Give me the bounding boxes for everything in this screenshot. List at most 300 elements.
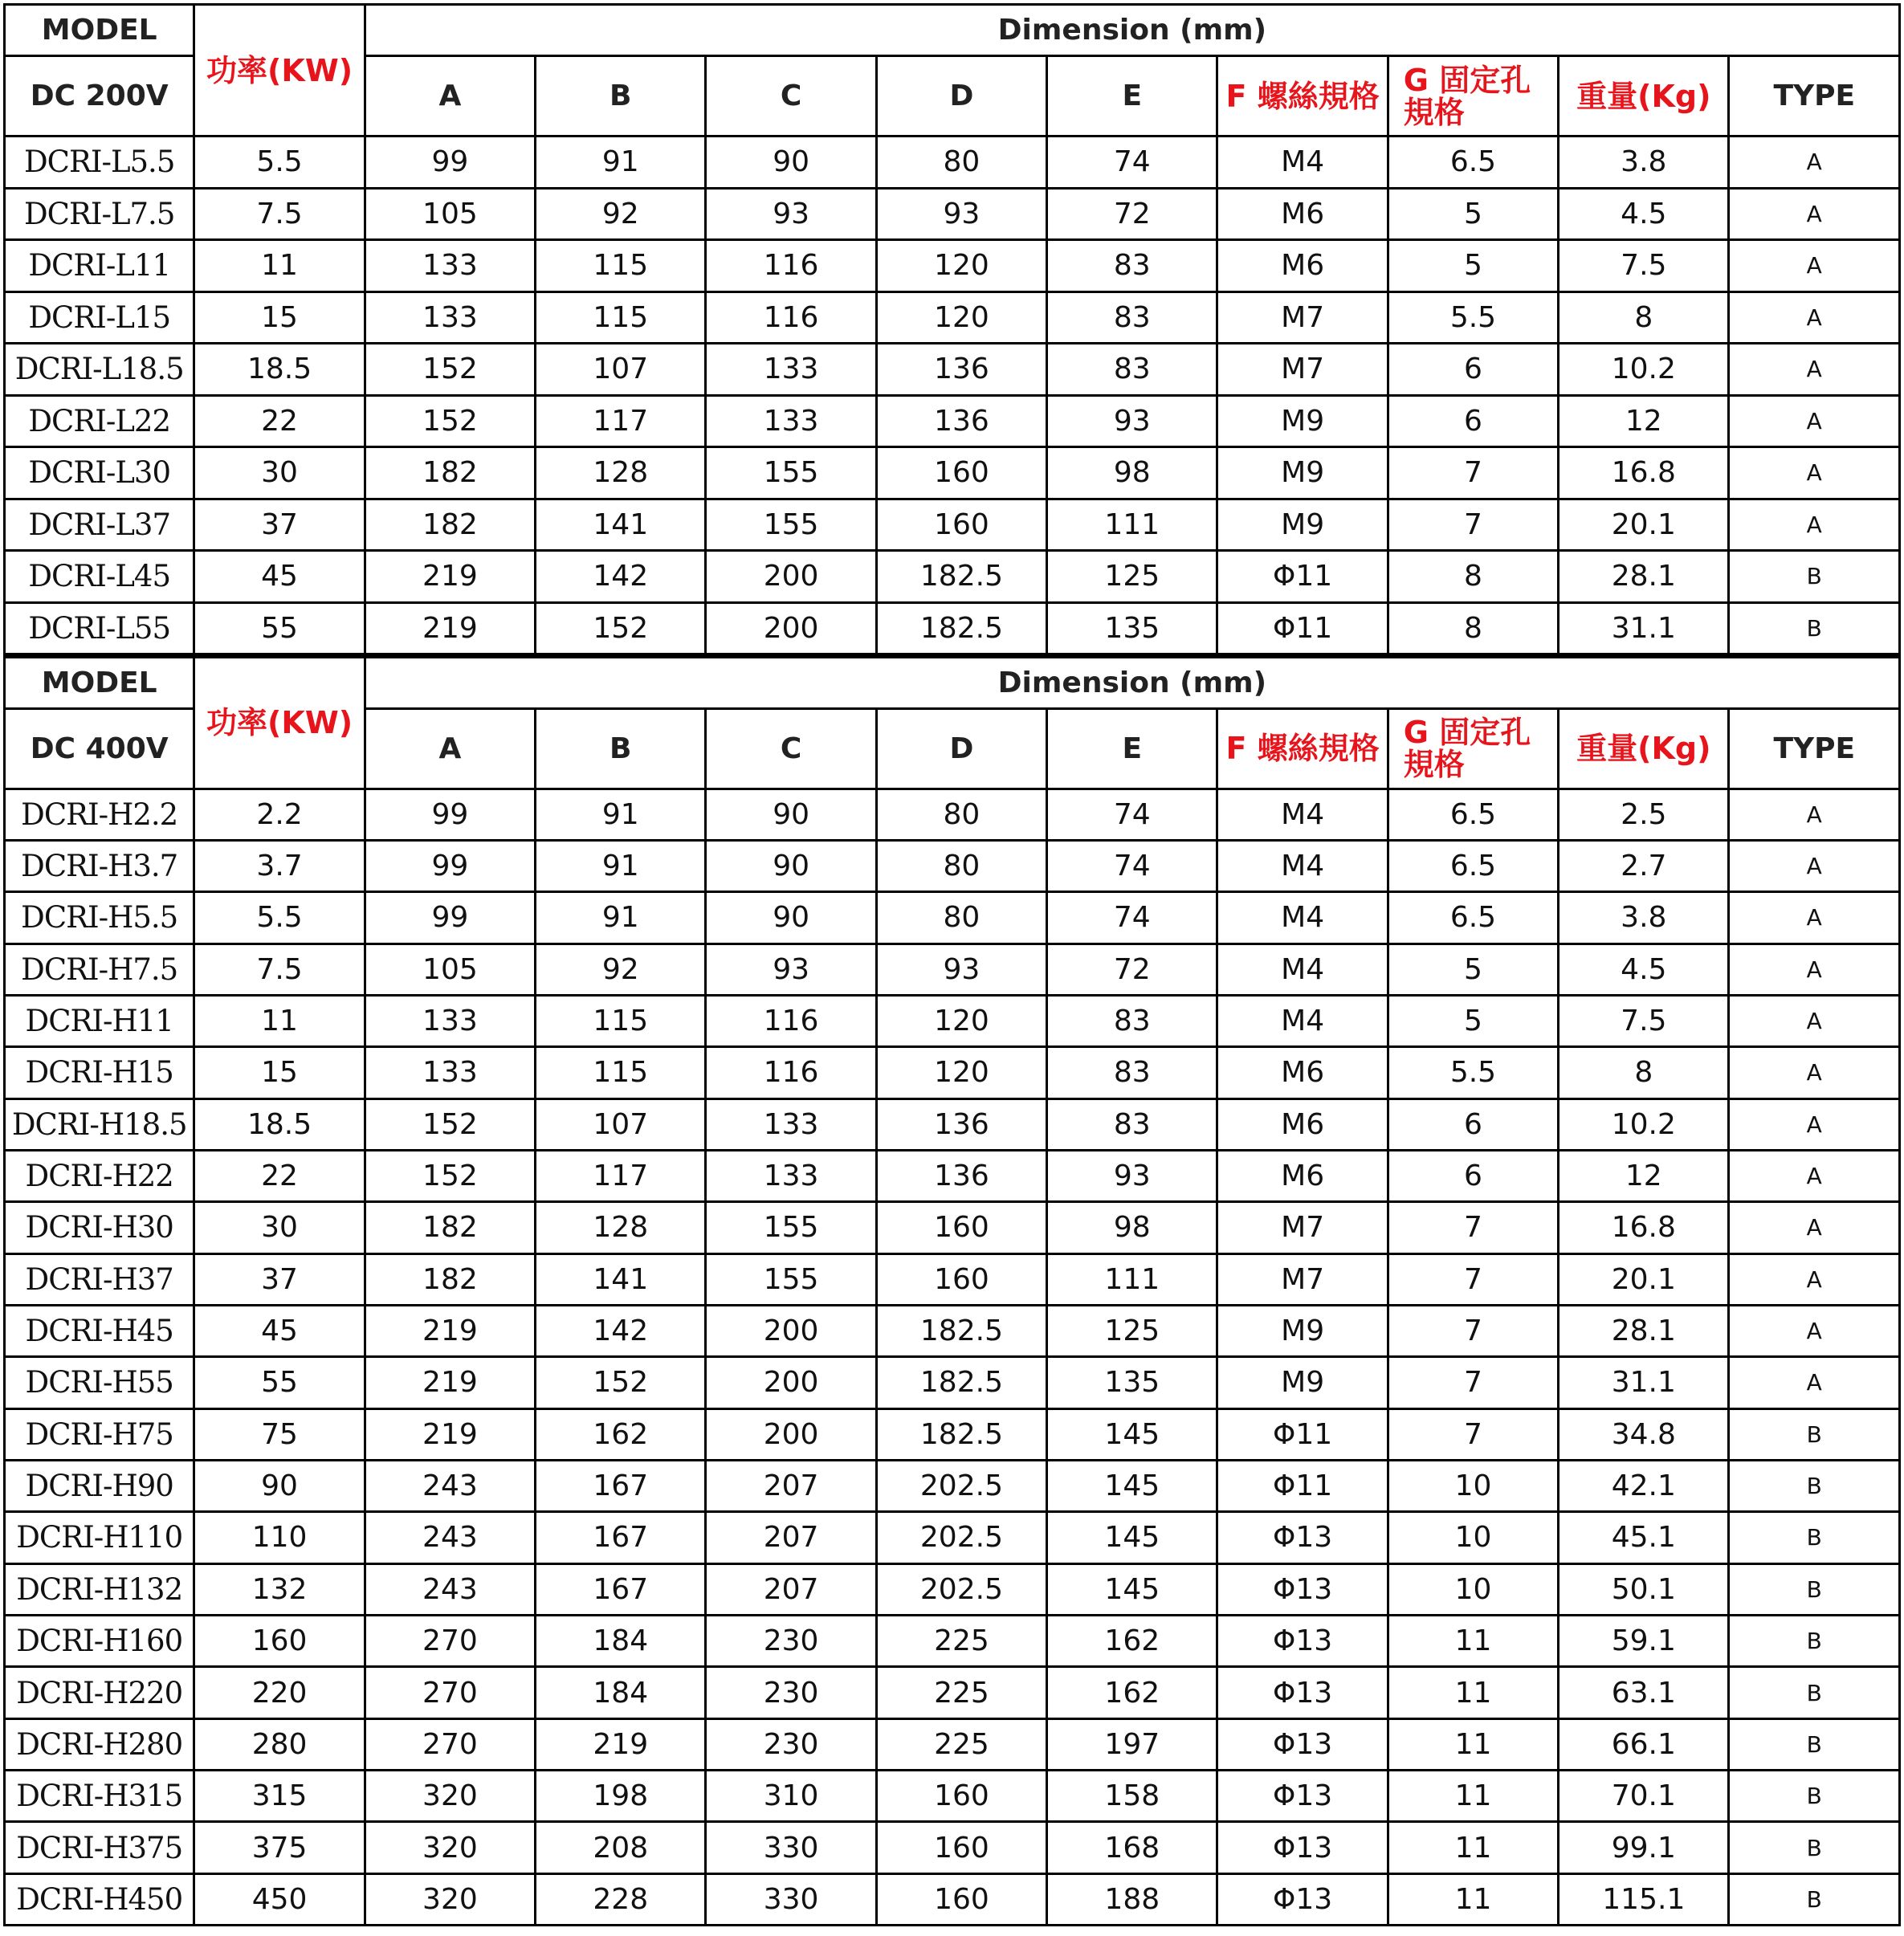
dim-c-cell: 90 [706,892,876,944]
dim-c-cell: 90 [706,789,876,840]
dim-e-cell: 83 [1047,995,1217,1046]
model-cell: DCRI-L7.5 [5,188,194,240]
model-cell: DCRI-H11 [5,995,194,1046]
dim-a-cell: 133 [365,1047,535,1098]
type-cell: A [1729,840,1900,891]
dim-b-cell: 128 [536,1202,706,1253]
dim-d-cell: 225 [876,1667,1046,1718]
dim-b-cell: 219 [536,1718,706,1770]
dim-e-cell: 188 [1047,1873,1217,1925]
hole-spec-cell: 10 [1388,1563,1558,1615]
power-cell: 11 [194,240,365,292]
screw-spec-cell: Φ13 [1217,1771,1388,1822]
hole-spec-cell: 5.5 [1388,291,1558,344]
col-header-c: C [706,56,876,137]
model-cell: DCRI-H45 [5,1305,194,1356]
table-row [5,447,1900,499]
dim-a-cell: 270 [365,1667,535,1718]
dim-e-cell: 162 [1047,1667,1217,1718]
model-cell: DCRI-H450 [5,1873,194,1925]
table-row [5,840,1900,891]
dim-b-cell: 128 [536,447,706,499]
dim-a-cell: 270 [365,1616,535,1667]
dim-d-cell: 120 [876,291,1046,344]
screw-spec-cell: M6 [1217,240,1388,292]
model-cell: DCRI-L45 [5,551,194,603]
dim-d-cell: 182.5 [876,1305,1046,1356]
dim-a-cell: 320 [365,1873,535,1925]
dim-c-cell: 116 [706,240,876,292]
model-cell: DCRI-H18.5 [5,1098,194,1150]
dim-b-cell: 107 [536,344,706,396]
type-cell: B [1729,1718,1900,1770]
dim-a-cell: 99 [365,789,535,840]
dim-e-cell: 197 [1047,1718,1217,1770]
dim-c-cell: 230 [706,1667,876,1718]
model-cell: DCRI-H37 [5,1253,194,1305]
screw-spec-cell: M9 [1217,1305,1388,1356]
weight-cell: 12 [1559,1150,1729,1201]
table-row [5,1822,1900,1873]
dim-c-cell: 310 [706,1771,876,1822]
dim-c-cell: 330 [706,1873,876,1925]
dim-b-cell: 91 [536,840,706,891]
dim-d-cell: 202.5 [876,1512,1046,1563]
dim-a-cell: 320 [365,1771,535,1822]
power-cell: 2.2 [194,789,365,840]
dim-e-cell: 145 [1047,1408,1217,1460]
dim-b-cell: 92 [536,944,706,995]
weight-cell: 99.1 [1559,1822,1729,1873]
dim-e-cell: 158 [1047,1771,1217,1822]
dim-e-cell: 145 [1047,1563,1217,1615]
table-row [5,240,1900,292]
dim-b-cell: 208 [536,1822,706,1873]
weight-cell: 115.1 [1559,1873,1729,1925]
weight-cell: 42.1 [1559,1460,1729,1511]
screw-spec-cell: M7 [1217,344,1388,396]
dim-e-cell: 135 [1047,602,1217,654]
dim-e-cell: 74 [1047,789,1217,840]
hole-spec-cell: 7 [1388,1253,1558,1305]
dim-d-cell: 120 [876,995,1046,1046]
model-cell: DCRI-H30 [5,1202,194,1253]
col-header-d: D [876,56,1046,137]
dim-e-cell: 74 [1047,137,1217,189]
type-cell: A [1729,137,1900,189]
col-header-g-mounting-hole-spec: G 固定孔規格 [1388,56,1558,137]
power-cell: 132 [194,1563,365,1615]
screw-spec-cell: M9 [1217,499,1388,551]
dim-d-cell: 225 [876,1718,1046,1770]
model-cell: DCRI-H220 [5,1667,194,1718]
type-cell: A [1729,995,1900,1046]
dc400v-body [5,789,1900,1926]
table-row [5,1357,1900,1408]
table-row [5,291,1900,344]
weight-cell: 28.1 [1559,1305,1729,1356]
table-row [5,1047,1900,1098]
dim-e-cell: 83 [1047,1098,1217,1150]
dimension-header: Dimension (mm) [365,5,1899,56]
dim-b-cell: 115 [536,1047,706,1098]
dim-b-cell: 91 [536,789,706,840]
type-cell: B [1729,1563,1900,1615]
dim-d-cell: 160 [876,1771,1046,1822]
dim-b-cell: 228 [536,1873,706,1925]
power-cell: 18.5 [194,1098,365,1150]
dim-e-cell: 145 [1047,1460,1217,1511]
voltage-header: DC 400V [5,708,194,789]
dim-d-cell: 160 [876,1873,1046,1925]
table-row [5,1408,1900,1460]
hole-spec-cell: 11 [1388,1771,1558,1822]
dim-e-cell: 72 [1047,188,1217,240]
dim-c-cell: 200 [706,602,876,654]
type-cell: B [1729,1873,1900,1925]
power-cell: 3.7 [194,840,365,891]
model-cell: DCRI-L15 [5,291,194,344]
type-cell: B [1729,1408,1900,1460]
dim-e-cell: 74 [1047,840,1217,891]
dim-a-cell: 243 [365,1460,535,1511]
table-row [5,1202,1900,1253]
table-row [5,1253,1900,1305]
screw-spec-cell: M9 [1217,395,1388,447]
screw-spec-cell: Φ11 [1217,602,1388,654]
dim-b-cell: 117 [536,395,706,447]
table-row [5,1667,1900,1718]
weight-cell: 66.1 [1559,1718,1729,1770]
dim-b-cell: 117 [536,1150,706,1201]
type-cell: A [1729,1047,1900,1098]
power-header: 功率(KW) [194,5,365,137]
model-cell: DCRI-H2.2 [5,789,194,840]
dim-a-cell: 182 [365,1253,535,1305]
table-row [5,1771,1900,1822]
dim-b-cell: 107 [536,1098,706,1150]
power-cell: 5.5 [194,137,365,189]
col-header-a: A [365,708,535,789]
type-cell: A [1729,1357,1900,1408]
dim-c-cell: 155 [706,499,876,551]
hole-spec-cell: 10 [1388,1512,1558,1563]
dim-b-cell: 115 [536,240,706,292]
col-header-g-mounting-hole-spec: G 固定孔規格 [1388,708,1558,789]
weight-cell: 31.1 [1559,1357,1729,1408]
dim-a-cell: 133 [365,240,535,292]
hole-spec-cell: 5 [1388,944,1558,995]
screw-spec-cell: M7 [1217,291,1388,344]
type-cell: A [1729,188,1900,240]
dim-c-cell: 133 [706,395,876,447]
screw-spec-cell: Φ13 [1217,1873,1388,1925]
dim-d-cell: 80 [876,789,1046,840]
dim-d-cell: 202.5 [876,1460,1046,1511]
dim-a-cell: 219 [365,1305,535,1356]
dim-d-cell: 80 [876,892,1046,944]
dim-b-cell: 115 [536,291,706,344]
table-row [5,1305,1900,1356]
model-cell: DCRI-L22 [5,395,194,447]
dim-a-cell: 133 [365,995,535,1046]
dim-c-cell: 116 [706,1047,876,1098]
type-cell: A [1729,944,1900,995]
screw-spec-cell: M7 [1217,1253,1388,1305]
col-header-e: E [1047,708,1217,789]
dim-d-cell: 160 [876,499,1046,551]
dim-b-cell: 152 [536,1357,706,1408]
power-cell: 55 [194,602,365,654]
weight-cell: 34.8 [1559,1408,1729,1460]
hole-spec-cell: 5.5 [1388,1047,1558,1098]
power-header: 功率(KW) [194,657,365,789]
hole-spec-cell: 6.5 [1388,789,1558,840]
type-cell: B [1729,602,1900,654]
power-cell: 7.5 [194,188,365,240]
table-row [5,892,1900,944]
hole-spec-cell: 6.5 [1388,137,1558,189]
dim-d-cell: 120 [876,1047,1046,1098]
dim-d-cell: 160 [876,1202,1046,1253]
col-header-e: E [1047,56,1217,137]
dim-d-cell: 80 [876,840,1046,891]
dim-b-cell: 184 [536,1667,706,1718]
weight-cell: 28.1 [1559,551,1729,603]
screw-spec-cell: Φ13 [1217,1512,1388,1563]
table-row [5,1512,1900,1563]
dim-e-cell: 98 [1047,1202,1217,1253]
dim-c-cell: 200 [706,551,876,603]
dim-b-cell: 167 [536,1512,706,1563]
spec-sheet [3,3,1901,1926]
col-header-d: D [876,708,1046,789]
dim-a-cell: 243 [365,1563,535,1615]
type-cell: A [1729,1305,1900,1356]
dim-b-cell: 91 [536,892,706,944]
model-cell: DCRI-H22 [5,1150,194,1201]
dim-e-cell: 83 [1047,344,1217,396]
screw-spec-cell: M4 [1217,995,1388,1046]
weight-cell: 70.1 [1559,1771,1729,1822]
hole-spec-cell: 7 [1388,1408,1558,1460]
dim-a-cell: 152 [365,1098,535,1150]
weight-cell: 12 [1559,395,1729,447]
dim-d-cell: 93 [876,944,1046,995]
model-header: MODEL [5,657,194,708]
table-row [5,1460,1900,1511]
hole-spec-cell: 11 [1388,1616,1558,1667]
dim-e-cell: 125 [1047,551,1217,603]
col-header-type: TYPE [1729,708,1900,789]
dim-a-cell: 219 [365,551,535,603]
hole-spec-cell: 7 [1388,499,1558,551]
power-cell: 5.5 [194,892,365,944]
type-cell: A [1729,1202,1900,1253]
model-cell: DCRI-H15 [5,1047,194,1098]
screw-spec-cell: Φ13 [1217,1563,1388,1615]
dim-c-cell: 133 [706,344,876,396]
dim-b-cell: 167 [536,1563,706,1615]
hole-spec-cell: 6 [1388,1150,1558,1201]
weight-cell: 2.5 [1559,789,1729,840]
dim-e-cell: 93 [1047,1150,1217,1201]
dim-d-cell: 136 [876,395,1046,447]
dim-d-cell: 160 [876,1822,1046,1873]
type-cell: A [1729,1150,1900,1201]
col-header-b: B [536,708,706,789]
hole-spec-cell: 11 [1388,1667,1558,1718]
col-header-weight: 重量(Kg) [1559,708,1729,789]
model-cell: DCRI-H3.7 [5,840,194,891]
type-cell: B [1729,551,1900,603]
type-cell: B [1729,1771,1900,1822]
screw-spec-cell: Φ13 [1217,1718,1388,1770]
screw-spec-cell: M6 [1217,1098,1388,1150]
dim-c-cell: 230 [706,1718,876,1770]
dim-c-cell: 93 [706,944,876,995]
dim-b-cell: 184 [536,1616,706,1667]
model-cell: DCRI-L11 [5,240,194,292]
dim-d-cell: 136 [876,344,1046,396]
power-cell: 22 [194,1150,365,1201]
screw-spec-cell: Φ13 [1217,1616,1388,1667]
weight-cell: 16.8 [1559,447,1729,499]
dim-b-cell: 92 [536,188,706,240]
col-header-f-screw-spec: F 螺絲規格 [1217,708,1388,789]
dim-a-cell: 182 [365,499,535,551]
hole-spec-cell: 8 [1388,551,1558,603]
weight-cell: 20.1 [1559,499,1729,551]
col-header-f-screw-spec: F 螺絲規格 [1217,56,1388,137]
dim-a-cell: 152 [365,1150,535,1201]
type-cell: A [1729,344,1900,396]
weight-cell: 63.1 [1559,1667,1729,1718]
screw-spec-cell: M4 [1217,944,1388,995]
dim-d-cell: 93 [876,188,1046,240]
screw-spec-cell: M9 [1217,1357,1388,1408]
dim-c-cell: 90 [706,840,876,891]
dim-b-cell: 142 [536,551,706,603]
type-cell: A [1729,1098,1900,1150]
screw-spec-cell: M4 [1217,840,1388,891]
dim-c-cell: 330 [706,1822,876,1873]
dim-a-cell: 99 [365,840,535,891]
dim-d-cell: 136 [876,1150,1046,1201]
dc200v-table [3,3,1901,655]
dim-c-cell: 200 [706,1408,876,1460]
col-header-type: TYPE [1729,56,1900,137]
dim-b-cell: 141 [536,499,706,551]
table-row [5,188,1900,240]
power-cell: 315 [194,1771,365,1822]
dim-a-cell: 320 [365,1822,535,1873]
power-cell: 30 [194,447,365,499]
col-header-b: B [536,56,706,137]
hole-spec-cell: 5 [1388,188,1558,240]
type-cell: A [1729,892,1900,944]
dim-e-cell: 162 [1047,1616,1217,1667]
weight-cell: 45.1 [1559,1512,1729,1563]
screw-spec-cell: M4 [1217,137,1388,189]
weight-cell: 59.1 [1559,1616,1729,1667]
dim-a-cell: 182 [365,447,535,499]
power-cell: 22 [194,395,365,447]
model-cell: DCRI-H5.5 [5,892,194,944]
hole-spec-cell: 11 [1388,1822,1558,1873]
dim-a-cell: 99 [365,892,535,944]
screw-spec-cell: M6 [1217,188,1388,240]
screw-spec-cell: Φ13 [1217,1822,1388,1873]
weight-cell: 3.8 [1559,137,1729,189]
table-row [5,995,1900,1046]
dim-b-cell: 152 [536,602,706,654]
dim-d-cell: 160 [876,447,1046,499]
dim-d-cell: 182.5 [876,1357,1046,1408]
screw-spec-cell: Φ13 [1217,1667,1388,1718]
type-cell: B [1729,1822,1900,1873]
model-cell: DCRI-H75 [5,1408,194,1460]
model-cell: DCRI-L5.5 [5,137,194,189]
dim-b-cell: 91 [536,137,706,189]
table-row [5,344,1900,396]
dim-d-cell: 182.5 [876,1408,1046,1460]
power-cell: 280 [194,1718,365,1770]
hole-spec-cell: 11 [1388,1873,1558,1925]
dim-b-cell: 198 [536,1771,706,1822]
dim-e-cell: 93 [1047,395,1217,447]
dim-a-cell: 270 [365,1718,535,1770]
model-cell: DCRI-H90 [5,1460,194,1511]
hole-spec-cell: 5 [1388,240,1558,292]
model-cell: DCRI-H110 [5,1512,194,1563]
model-cell: DCRI-L30 [5,447,194,499]
hole-spec-cell: 6 [1388,344,1558,396]
weight-cell: 3.8 [1559,892,1729,944]
col-header-c: C [706,708,876,789]
screw-spec-cell: M6 [1217,1150,1388,1201]
power-cell: 11 [194,995,365,1046]
weight-cell: 4.5 [1559,188,1729,240]
hole-spec-cell: 6.5 [1388,892,1558,944]
power-cell: 160 [194,1616,365,1667]
type-cell: A [1729,789,1900,840]
table-row [5,1873,1900,1925]
dim-d-cell: 120 [876,240,1046,292]
power-cell: 375 [194,1822,365,1873]
weight-cell: 7.5 [1559,240,1729,292]
table-row [5,1616,1900,1667]
screw-spec-cell: Φ11 [1217,551,1388,603]
dim-c-cell: 207 [706,1460,876,1511]
screw-spec-cell: Φ11 [1217,1460,1388,1511]
col-header-weight: 重量(Kg) [1559,56,1729,137]
dim-e-cell: 168 [1047,1822,1217,1873]
model-cell: DCRI-H7.5 [5,944,194,995]
table-row [5,1098,1900,1150]
hole-spec-cell: 7 [1388,447,1558,499]
dim-c-cell: 90 [706,137,876,189]
model-cell: DCRI-L37 [5,499,194,551]
model-cell: DCRI-H280 [5,1718,194,1770]
table-row [5,1563,1900,1615]
dim-a-cell: 152 [365,344,535,396]
dim-c-cell: 155 [706,1202,876,1253]
dim-d-cell: 225 [876,1616,1046,1667]
dim-c-cell: 116 [706,291,876,344]
power-cell: 90 [194,1460,365,1511]
power-cell: 15 [194,1047,365,1098]
